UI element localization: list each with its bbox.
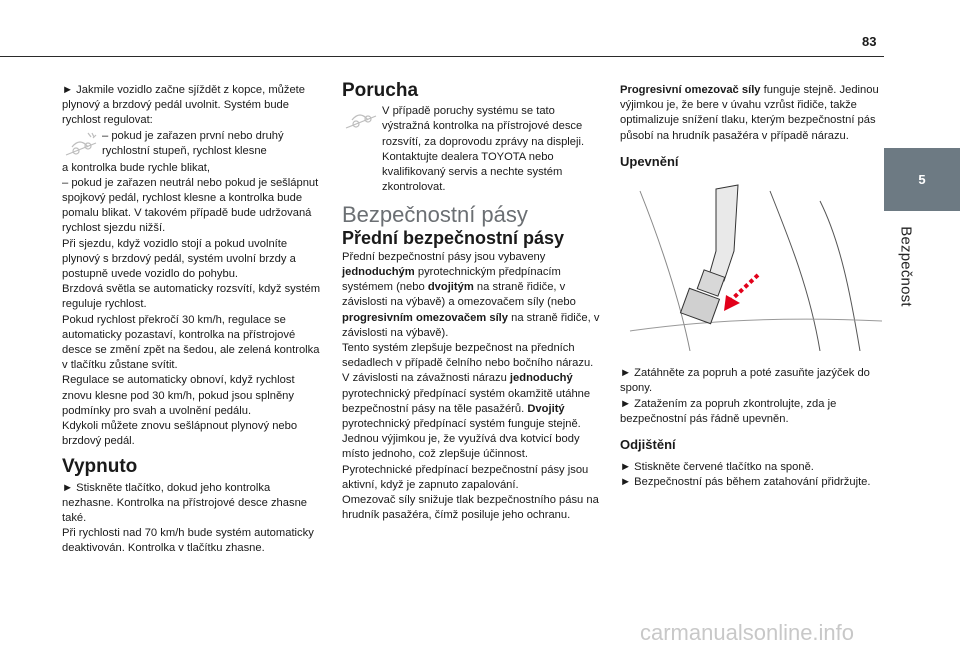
paragraph: Přední bezpečnostní pásy jsou vybaveny jednoduchým pyrotechnickým předpínacím systémem (nebo dvojitým na straně řidiče, v závislosti na výbavě) a omezovačem síly (nebo progresivním omezovačem síly na straně řidiče, v závislosti na výbavě). — [342, 250, 600, 339]
paragraph: Pokud rychlost překročí 30 km/h, regulace se automaticky pozastaví, kontrolka na přístrojové desce se změní zpět na šedou, ale zelená kontrolka v tlačítku zůstane svítit. — [62, 313, 320, 372]
section-title-vertical — [886, 210, 926, 340]
paragraph: ► Stiskněte červené tlačítko na sponě. — [620, 461, 814, 474]
paragraph: V závislosti na závažnosti nárazu jednoduchý pyrotechnický předpínací systém okamžitě utáhne bezpečnostní pásy na těle pasažérů. Dvojitý pyrotechnický předpínací systém funguje stejně. Jednou výjimkou je, že využívá dva kotvicí body místo jednoho, což zlepšuje účinnost. — [342, 372, 591, 461]
downhill-assist-icon — [62, 129, 102, 161]
paragraph: Tento systém zlepšuje bezpečnost na předních sedadlech v případě čelního nebo bočního nárazu. — [342, 342, 594, 370]
icon-row — [62, 129, 324, 161]
paragraph: Při sjezdu, když vozidlo stojí a pokud uvolníte plynový s brzdový pedál, systém uvolní brzdy a postupně uvede vozidlo do pohybu. — [62, 237, 296, 281]
icon-row — [342, 104, 604, 195]
paragraph: V případě poruchy systému se tato výstražná kontrolka na přístrojové desce rozsvítí, za doprovodu zprávy na displeji. Kontaktujte dealera TOYOTA nebo kvalifikovaný servis a nechte systém zkontrolovat. — [382, 105, 585, 194]
seatbelt-buckle-illustration — [620, 181, 882, 351]
heading-off: Vypnuto — [62, 456, 138, 478]
column-2 — [342, 80, 604, 523]
heading-front-belts: Přední bezpečnostní pásy — [342, 227, 565, 248]
page-number: 83 — [862, 34, 877, 49]
heading-seatbelts: Bezpečnostní pásy — [342, 202, 528, 228]
section-title: Bezpečnost — [897, 226, 915, 307]
header-rule — [0, 56, 884, 57]
watermark: carmanualsonline.info — [640, 620, 855, 645]
paragraph: Při rychlosti nad 70 km/h bude systém automaticky deaktivován. Kontrolka v tlačítku zhasne. — [62, 527, 314, 555]
heading-release: Odjištění — [620, 437, 676, 453]
paragraph: Progresivní omezovač síly funguje stejně. Jedinou výjimkou je, že bere v úvahu vzrůst řidiče, takže optimalizuje snížení tlaku, kterým bezpečnostní pás působí na hrudník pasažéra v případě nárazu. — [620, 84, 879, 142]
paragraph: ► Zatáhněte za popruh a poté zasuňte jazýček do spony. — [620, 367, 870, 395]
paragraph: – pokud je zařazen první nebo druhý rychlostní stupeň, rychlost klesne — [102, 129, 284, 157]
paragraph: ► Stiskněte tlačítko, dokud jeho kontrolka nezhasne. Kontrolka na přístrojové desce zhasne také. — [62, 481, 308, 525]
paragraph: Pyrotechnické předpínací bezpečnostní pásy jsou aktivní, když je zapnuto zapalování. — [342, 463, 589, 491]
paragraph: ► Jakmile vozidlo začne sjíždět z kopce, můžete plynový a brzdový pedál uvolnit. Systém bude rychlost regulovat: — [62, 84, 306, 127]
column-3 — [620, 83, 882, 491]
paragraph: ► Bezpečnostní pás během zatahování přidržujte. — [620, 476, 871, 489]
paragraph: Brzdová světla se automaticky rozsvítí, když systém reguluje rychlost. — [62, 283, 321, 311]
paragraph: – pokud je zařazen neutrál nebo pokud je sešlápnut spojkový pedál, rychlost klesne a kontrolka bude pomalu blikat. V takovém případě bude udržovaná rychlost sjezdu nižší. — [62, 176, 319, 235]
heading-fault: Porucha — [342, 80, 419, 101]
paragraph: a kontrolka bude rychle blikat, — [62, 161, 211, 174]
section-tab: 5 — [884, 148, 960, 211]
downhill-warning-icon — [342, 104, 382, 134]
heading-fasten: Upevnění — [620, 153, 679, 169]
paragraph: Kdykoli můžete znovu sešlápnout plynový nebo brzdový pedál. — [62, 420, 298, 448]
column-1 — [62, 83, 324, 557]
paragraph: ► Zatažením za popruh zkontrolujte, zda je bezpečnostní pás řádně upevněn. — [620, 397, 837, 425]
paragraph: Regulace se automaticky obnoví, když rychlost znovu klesne pod 30 km/h, pokud jsou splněny podmínky pro svah a uvolnění pedálu. — [62, 374, 295, 417]
paragraph: Omezovač síly snižuje tlak bezpečnostního pásu na hrudník pasažéra, čímž posiluje jeho ochranu. — [342, 494, 599, 522]
